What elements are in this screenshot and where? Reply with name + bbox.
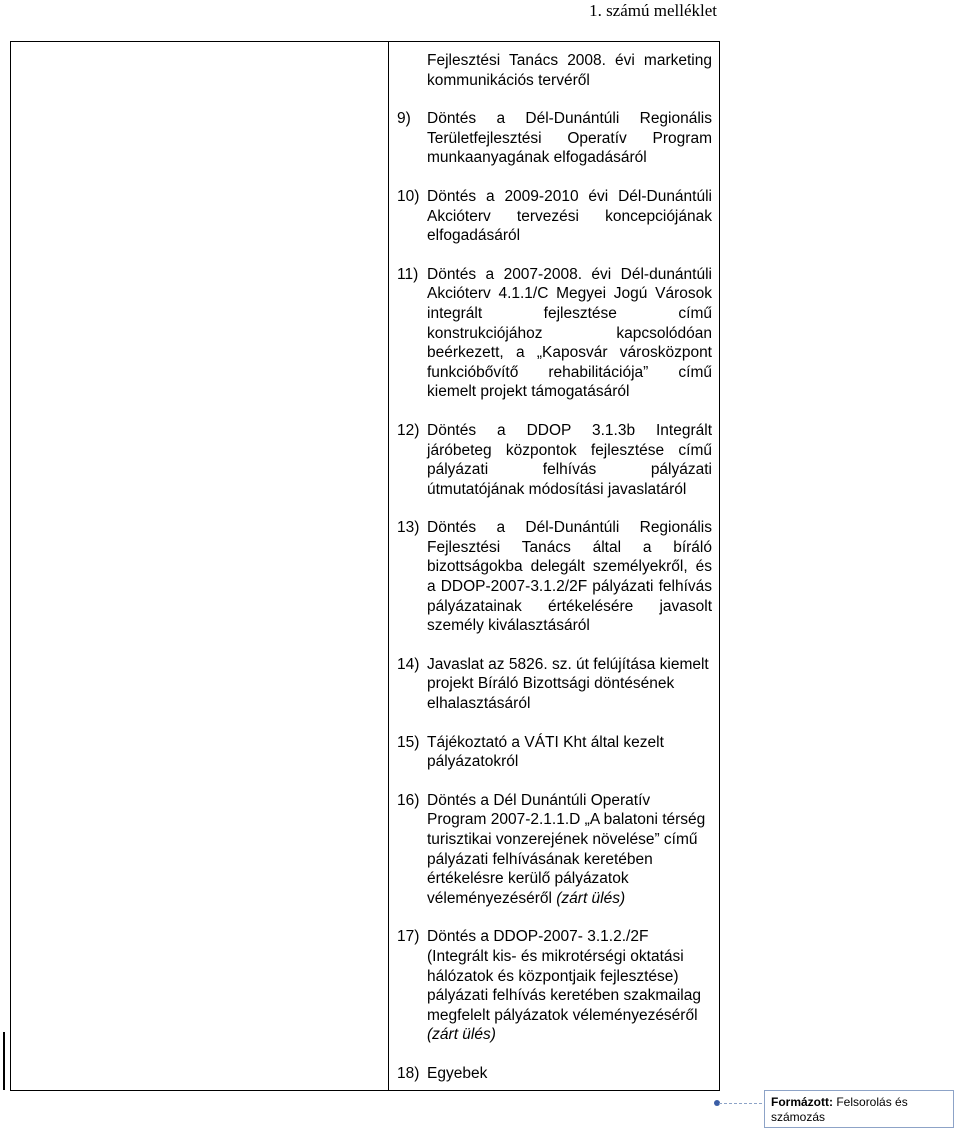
list-item xyxy=(397,518,712,636)
item-text: Egyebek xyxy=(427,1064,488,1082)
closed-session-note: (zárt ülés) xyxy=(556,889,626,907)
list-item xyxy=(397,421,712,499)
comment-label: Formázott: xyxy=(771,1095,833,1109)
item-text: Döntés a Dél-Dunántúli Regionális Területfejlesztési Operatív Program munkaanyagának elfogadásáról xyxy=(427,110,712,167)
list-item xyxy=(397,733,712,772)
item-text: Tájékoztató a VÁTI Kht által kezelt pályázatokról xyxy=(427,733,664,771)
page-header: 1. számú melléklet xyxy=(589,1,717,20)
item-number: 14) xyxy=(397,655,420,673)
item-number: 11) xyxy=(397,265,419,283)
list-item xyxy=(397,187,712,246)
list-item xyxy=(397,265,712,402)
item-number: 15) xyxy=(397,733,420,751)
closed-session-note: (zárt ülés) xyxy=(427,1026,496,1044)
agenda-list xyxy=(397,51,712,1103)
list-item xyxy=(397,655,712,714)
column-divider xyxy=(388,41,389,1091)
list-item xyxy=(397,1064,712,1084)
item-number: 9) xyxy=(397,110,411,128)
item-text: Döntés a Dél Dunántúli Operatív Program 2007-2.1.1.D „A balatoni térség turisztikai vonzerejének növelése” című pályázati felhívásának keretében értékelésre kerülő pályázatok véleményezéséről xyxy=(427,791,706,907)
continuation-text: Fejlesztési Tanács 2008. évi marketing kommunikációs tervéről xyxy=(427,52,712,89)
item-text: Döntés a Dél-Dunántúli Regionális Fejlesztési Tanács által a bíráló bizottságokba delegált személyekről, és a DDOP-2007-3.1.2/2F pályázati felhívás pályázatainak értékelésére javasolt személy kiválasztásáról xyxy=(427,519,712,635)
formatting-comment-balloon[interactable] xyxy=(764,1090,954,1128)
item-text: Javaslat az 5826. sz. út felújítása kiemelt projekt Bíráló Bizottsági döntésének elhalasztásáról xyxy=(427,655,709,713)
item-number: 13) xyxy=(397,519,420,537)
comment-text: Felsorolás és számozás xyxy=(771,1095,908,1124)
item-text: Döntés a 2009-2010 évi Dél-Dunántúli Akcióterv tervezési koncepciójának elfogadásáról xyxy=(427,187,712,245)
item-number: 17) xyxy=(397,928,420,946)
item-text: Döntés a 2007-2008. évi Dél-dunántúli Akcióterv 4.1.1/C Megyei Jogú Városok integrált fejlesztése című konstrukciójához kapcsolódóan beérkezett, a „Kaposvár városközpont funkcióbővítő rehabilitációja” című kiemelt projekt támogatásáról xyxy=(427,265,712,401)
list-item xyxy=(397,109,712,168)
comment-connector xyxy=(719,1103,767,1104)
change-bar xyxy=(3,1032,5,1090)
item-number: 16) xyxy=(397,791,420,809)
item-text-wrapper xyxy=(427,927,712,1045)
item-number: 12) xyxy=(397,421,420,439)
list-item xyxy=(397,927,712,1045)
item-text: Döntés a DDOP-2007- 3.1.2./2F (Integrált kis- és mikrotérségi oktatási hálózatok és központjaik fejlesztése) pályázati felhívás keretében szakmailag megfelelt pályázatok véleményezéséről xyxy=(427,928,701,1024)
item-number: 18) xyxy=(397,1064,420,1082)
item-text: Döntés a DDOP 3.1.3b Integrált járóbeteg központok fejlesztése című pályázati felhívás pályázati útmutatójának módosítási javaslatáról xyxy=(427,421,712,498)
list-item xyxy=(397,791,712,909)
item-number: 10) xyxy=(397,187,420,205)
item-text-wrapper xyxy=(427,791,712,909)
